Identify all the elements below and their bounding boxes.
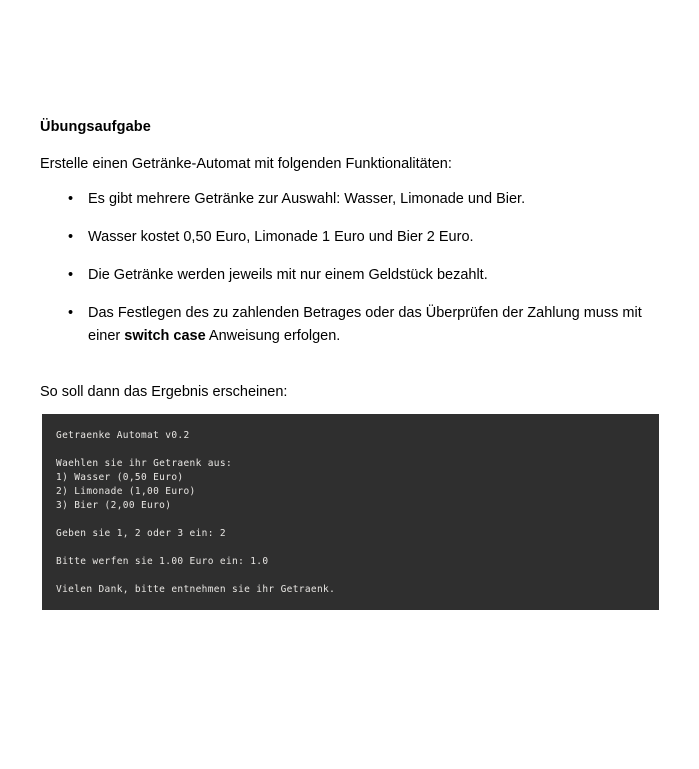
- result-caption: So soll dann das Ergebnis erscheinen:: [40, 384, 288, 400]
- terminal-line: Bitte werfen sie 1.00 Euro ein: 1.0: [56, 556, 269, 567]
- list-item-text: [88, 302, 670, 348]
- list-item-text-tail: Anweisung erfolgen.: [205, 328, 341, 344]
- terminal-line: Waehlen sie ihr Getraenk aus:: [56, 458, 233, 469]
- list-item-text-bold: switch case: [124, 328, 206, 344]
- list-item-text-lead: Wasser kostet 0,50 Euro, Limonade 1 Euro und Bier 2 Euro.: [88, 229, 474, 245]
- terminal-line: 3) Bier (2,00 Euro): [56, 500, 172, 511]
- terminal-line: [56, 513, 659, 527]
- terminal-line: Getraenke Automat v0.2: [56, 430, 190, 441]
- terminal-line: Vielen Dank, bitte entnehmen sie ihr Getraenk.: [56, 584, 336, 595]
- terminal-line: 1) Wasser (0,50 Euro): [56, 472, 184, 483]
- terminal-output-block: [42, 414, 659, 610]
- list-item-text: [88, 188, 670, 211]
- bullet-icon: •: [68, 267, 74, 283]
- terminal-line: [56, 443, 659, 457]
- list-item-text: [88, 264, 670, 287]
- list-item-text-lead: Die Getränke werden jeweils mit nur einem Geldstück bezahlt.: [88, 267, 488, 283]
- list-item: [40, 264, 670, 287]
- list-item: [40, 188, 670, 211]
- list-item: [40, 302, 670, 348]
- list-item-text-lead: Das Festlegen des zu zahlenden Betrages oder das Überprüfen der Zahlung muss mit einer: [88, 305, 642, 344]
- intro-paragraph: Erstelle einen Getränke-Automat mit folgenden Funktionalitäten:: [40, 156, 452, 172]
- page-title: Übungsaufgabe: [40, 119, 151, 135]
- list-item-text: [88, 226, 670, 249]
- bullet-icon: •: [68, 191, 74, 207]
- terminal-line: [56, 569, 659, 583]
- list-item-text-lead: Es gibt mehrere Getränke zur Auswahl: Wasser, Limonade und Bier.: [88, 191, 526, 207]
- list-item: [40, 226, 670, 249]
- bullet-icon: •: [68, 305, 74, 321]
- terminal-line: Geben sie 1, 2 oder 3 ein: 2: [56, 528, 226, 539]
- terminal-line: [56, 541, 659, 555]
- terminal-line: 2) Limonade (1,00 Euro): [56, 486, 196, 497]
- requirements-list: [40, 188, 670, 348]
- bullet-icon: •: [68, 229, 74, 245]
